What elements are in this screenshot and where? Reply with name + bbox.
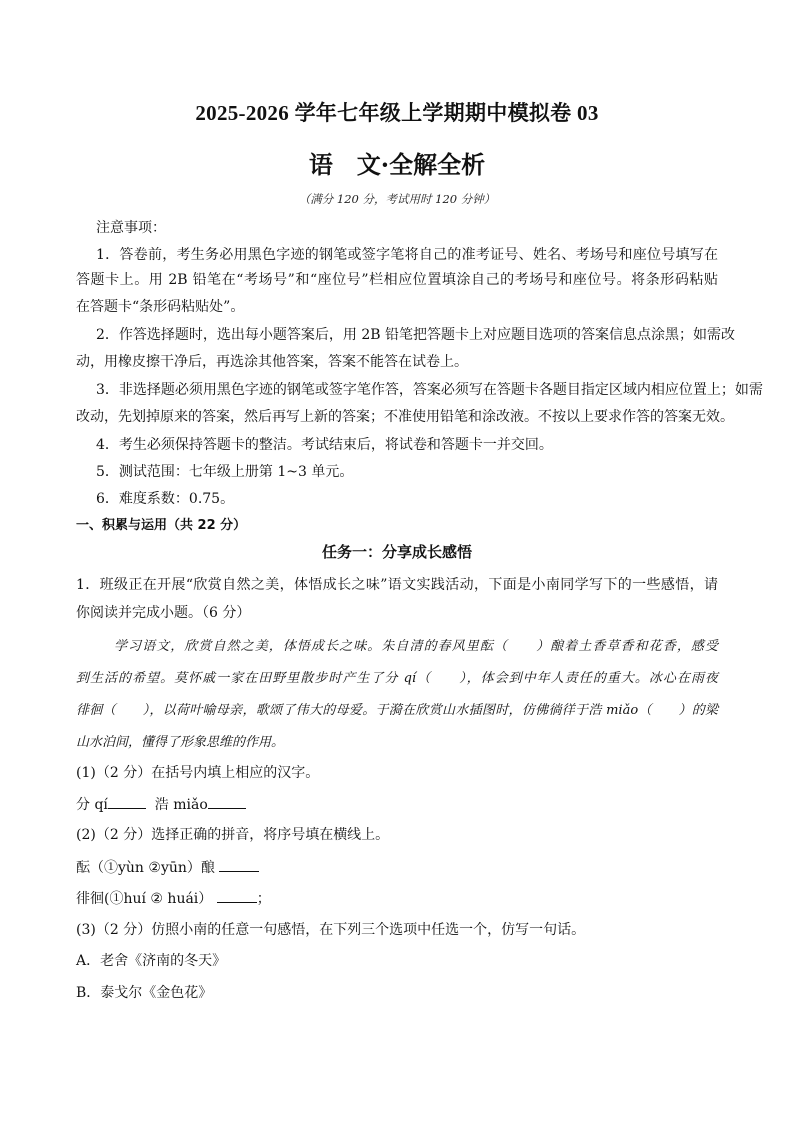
option-b: B．泰戈尔《金色花》 [76,985,213,1001]
notice-item-6: 6．难度系数：0.75。 [96,491,235,507]
notice-item-4: 4．考生必须保持答题卡的整洁。考试结束后，将试卷和答题卡一并交回。 [96,437,553,453]
notice-item-1-line-1: 1．答卷前，考生务必用黑色字迹的钢笔或签字笔将自己的准考证号、姓名、考场号和座位号填写在 [96,247,718,263]
notice-item-1-line-3: 在答题卡“条形码粘贴处”。 [76,299,245,315]
question-1-stem-line-2: 你阅读并完成小题。（6 分） [76,605,251,621]
notice-item-3-line-1: 3．非选择题必须用黑色字迹的钢笔或签字笔作答，答案必须写在答题卡各题目指定区域内相应位置上；如需 [96,382,763,398]
passage-line-2: 到生活的希望。莫怀戚一家在田野里散步时产生了分 qí（ ），体会到中年人责任的重大。冰心在雨夜 [76,671,718,686]
semicolon: ； [256,891,271,907]
passage-line-1: 学习语文，欣赏自然之美，体悟成长之味。朱自清的春风里酝（ ）酿着土香草香和花香，感受 [114,639,718,654]
notice-item-2-line-1: 2．作答选择题时，选出每小题答案后，用 2B 铅笔把答题卡上对应题目选项的答案信息点涂黑；如需改 [96,327,736,343]
notice-item-3-line-2: 改动，先划掉原来的答案，然后再写上新的答案；不准使用铅笔和涂改液。不按以上要求作答的答案无效。 [76,409,734,425]
answer-blank-yunniang[interactable] [219,857,259,872]
answer-blank-paihuai[interactable] [217,888,257,903]
sub-question-1: (1)（2 分）在括号内填上相应的汉字。 [76,765,320,781]
task-heading: 任务一：分享成长感悟 [321,543,472,561]
exam-meta: （满分 120 分，考试用时 120 分钟） [298,192,496,206]
notice-item-2-line-2: 动，用橡皮擦干净后，再选涂其他答案，答案不能答在试卷上。 [76,354,468,370]
page-title: 2025-2026 学年七年级上学期期中模拟卷 03 [195,101,599,125]
sub-question-1-answer-row [76,794,718,815]
page-subtitle: 语 文·全解全析 [308,150,486,179]
passage-line-4: 山水泊间，懂得了形象思维的作用。 [76,735,285,750]
question-1-stem-line-1: 1．班级正在开展“欣赏自然之美，体悟成长之味”语文实践活动，下面是小南同学写下的一些感悟，请 [76,577,718,593]
pinyin-choice-yunniang: 酝（①yùn ②yūn）酿 [76,860,215,876]
passage-line-3: 徘徊（ ），以荷叶喻母亲，歌颂了伟大的母爱。于漪在欣赏山水插图时，仿佛徜徉于浩 miǎo（ ）的梁 [76,703,718,718]
sub-question-2-row-a [76,857,718,878]
answer-label-fenqi: 分 qí [76,797,108,813]
answer-label-haomiao: 浩 miǎo [154,797,208,813]
sub-question-2-row-b [76,888,718,909]
notice-heading: 注意事项： [96,220,166,236]
pinyin-choice-paihuai: 徘徊(①huí ② huái） [76,891,213,907]
notice-item-5: 5．测试范围：七年级上册第 1~3 单元。 [96,464,354,480]
sub-question-2: (2)（2 分）选择正确的拼音，将序号填在横线上。 [76,827,390,843]
answer-blank-haomiao[interactable] [208,794,246,809]
sub-question-3: (3)（2 分）仿照小南的任意一句感悟，在下列三个选项中任选一个，仿写一句话。 [76,922,586,938]
section-heading: 一、积累与运用（共 22 分） [76,518,247,533]
notice-item-1-line-2: 答题卡上。用 2B 铅笔在“考场号”和“座位号”栏相应位置填涂自己的考场号和座位号。将条形码粘贴 [76,272,718,288]
answer-blank-fenqi[interactable] [108,794,146,809]
option-a: A．老舍《济南的冬天》 [76,953,227,969]
